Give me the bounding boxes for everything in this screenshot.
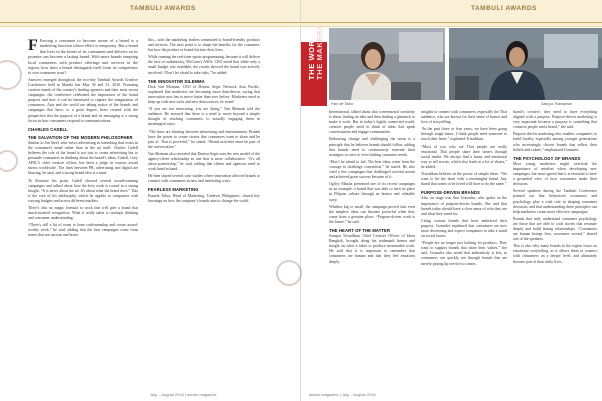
- body-paragraph: Embracing change and challenging the norm is a principle that he believes brands should follow, adding that brands need to continuously reinvent their strategies to cater to ever-shifting consumer needs.: [329, 137, 415, 157]
- body-paragraph: To illustrate his point, Cadell showed several award-winning campaigns and talked about how the best work is rooted in a strong insight: “It is never about the ad. It's about what the brand does.” This is the core of his philosophy, which he applies to companies with varying budgets and across different markets.: [28, 178, 138, 203]
- body-paragraph: While running the real-time sports programming, because it will deliver the face of authenticity, McCann’s ASIA, CEO noted that while only a small budget was available, the results showed the brand was actively involved. “Don’t be afraid to take risks,” he added.: [148, 55, 260, 75]
- right-series-title: TAMBULI AWARDS: [471, 5, 537, 12]
- speaker-photo-right: [449, 28, 602, 100]
- the-makers-label: THE MAKERS: [315, 24, 324, 80]
- section-heading: THE INNOVATOR DILEMMA: [148, 78, 205, 84]
- right-column-2: [421, 110, 507, 269]
- body-paragraph: “Don’t be afraid to fail. The best ideas come from the courage to challenge convention,” he stated. He also cited a few campaigns that challenged societal norms and achieved great success because of it.: [329, 159, 415, 180]
- body-paragraph: There's also no magic formula to work that will give a brand that much-awaited recognition. What it really takes is strategic thinking and consumer understanding.: [28, 206, 138, 221]
- body-paragraph: Answers emerged throughout the two-day Tambuli Awards Creative Conference held in Manila last May 30 and 31, 2016. Featuring creative minds of the country's leading agencies and their most recent campaigns, the conference celebrated the importance of the brand purpose and how it can be harnessed to capture the imagination of consumers. Asia and the world are taking notice of the brands and campaigns that have, to a great degree, been created with the perspective that the purpose of a brand and its messaging is a strong factor in how consumers respond to communications.: [28, 77, 138, 123]
- body-paragraph: Brands that truly understand consumer psychology are those that are able to craft stories that resonate deeply and build lasting relationships. “Consumers are human beings first, customers second,” shared one of the speakers.: [513, 216, 597, 242]
- section-heading: THE HEART OF THE MATTER: [329, 227, 391, 233]
- speaker-photo-right-image: [449, 28, 602, 100]
- body-paragraph: insights to connect with consumers, especially the Thai audience, who are known for their sense of humor and love of storytelling.: [421, 110, 507, 125]
- speaker-photo-left: [329, 28, 445, 100]
- lead-paragraph: F Forcing a consumer to become aware of a brand is a marketing function whose effect is temporary. But a brand that lives in the hearts of its consumers and delivers on its promise can become a lasting brand. With more brands tempting local consumers with product offerings and services in the region, how does a brand distinguish itself from its competitors to win consumer trust?: [28, 37, 138, 76]
- left-folio: July – August 2016 | adobo magazine: [150, 392, 217, 397]
- body-paragraph: Pamela Tabor, Head of Marketing, Unilever Philippines, shared key learnings on how the company’s brands aim to change the world.: [148, 193, 260, 203]
- section-subheading: THE SALVATION OF THE MODERN PHILOSOPHER: [28, 134, 133, 140]
- body-paragraph: This is also why many brands in the region focus on emotional storytelling, as it allows them to connect with consumers on a deeper level, and ultimately become part of their daily lives.: [513, 244, 597, 264]
- speaker-photo-left-image: [329, 28, 445, 100]
- page-number: 57: [303, 134, 309, 140]
- section-heading: PURPOSE-DRIVEN BRANDS: [421, 190, 480, 196]
- body-paragraph: Sompat Trisadikun, Chief Creative Officer of Ideas Bangkok, brought along his trademark humor and insight on what it takes to produce memorable work. He said that it is important to remember that consumers are human and that they feel emotions deeply.: [329, 234, 415, 264]
- body-paragraph: Similar to Jon Steel, who views advertising as something that exists in the consumer's mind rather than in the ad itself, Charles Cadell believes the role of the brand is not just to create advertising but to persuade consumers in thinking about the brand's ideas. Cadell, Grey APAC's chief creative officer, has been a judge in various award shows worldwide. The lines between PR, advertising and digital are blurring, he said, and a strong brand idea is a must.: [28, 140, 138, 176]
- left-header-rule: [0, 22, 300, 23]
- section-heading: THE PSYCHOLOGY OF BRANDS: [513, 155, 581, 161]
- body-paragraph: “In the past three or four years, we have been going through tough times. I think people need someone to touch their heart,” explained Trisadikun.: [421, 127, 507, 142]
- left-column-2: [148, 38, 260, 206]
- body-paragraph: Ogilvy Manila presented one of its recent campaigns as an example: a brand that was able to earn its place in Filipino culture through an honest and relatable story.: [329, 182, 415, 202]
- right-page: [301, 0, 602, 401]
- body-paragraph: Dick Van Motman, CEO of Dentsu Aegis Network Asia Pacific, explained that marketers are becoming more data-driven, saying that innovation now has to move faster than ever before. Marketers need to keep up with new tools and new data sources, he noted.: [148, 84, 260, 105]
- body-paragraph: this—with the marketing leaders committed to brand-friendly products and services. The next point is to shape the benefits for the consumer, but how the product or brand fits into their lives.: [148, 38, 260, 53]
- body-paragraph: Citing various brands that have embraced their purpose, Gonzales explained that consumers are now more discerning and expect companies to take a stand on social issues.: [421, 218, 507, 239]
- the-work-label: THE WORK: [307, 34, 316, 80]
- body-paragraph: “There's still a lot of room to hone craftsmanship and create award-worthy work,” he said, adding that the best campaigns come from teams that are curious and brave.: [28, 223, 138, 238]
- right-column-1: [329, 110, 415, 267]
- the-work-side-block: [301, 24, 327, 140]
- body-paragraph: Most young marketers might overlook the importance of mindset when developing new campaigns, but most agreed that it is essential to have a grounded view of how consumers make their decisions.: [513, 161, 597, 187]
- left-column-1: [28, 38, 138, 241]
- body-paragraph: Van Motman also revealed that Dentsu Aegis sees the new model of the agency-client relationship as one that is more collaborative. “It’s all about partnership,” he said, adding that clients and agencies need to work hand in hand.: [148, 151, 260, 172]
- coffee-stain-decoration: [276, 260, 302, 286]
- body-paragraph: “If you are not innovating, you are dying,” Van Motman told the audience. He stressed that there is a need to move beyond a simple thought of reaching consumers to actually engaging them in meaningful ways.: [148, 107, 260, 127]
- body-paragraph: Several speakers during the Tambuli Conference pointed out that behavioral economics and psychology play a vital role in shaping consumer decisions, and that understanding these principles can help marketers create more effective campaigns.: [513, 189, 597, 214]
- body-paragraph: “Most of you who are Thai people are really emotional. Thai people share their stories through social media. We always find a funny and emotional way to tell stories, which also leads to a lot of shares,” he added.: [421, 144, 507, 169]
- body-paragraph: “The lines are blurring between advertising and entertainment. Brands have the power to create stories that consumers want to share and be part of. That is powerful,” he stated. “Brand activities must be part of the conversation.”: [148, 129, 260, 149]
- left-series-title: TAMBULI AWARDS: [130, 5, 196, 12]
- body-paragraph: Purpose-driven marketing also enables companies to build loyalty, especially among younger generations who increasingly choose brands that reflect their beliefs and values,” emphasized Gonzales.: [513, 132, 597, 152]
- page-number: 58: [315, 134, 321, 140]
- drop-cap: F: [28, 37, 38, 54]
- body-paragraph: Whether big or small, the campaign proved that even the simplest ideas can become powerful when they come from a genuine place. “Purpose-driven work is the future,” he said.: [329, 204, 415, 224]
- right-header-rule: [301, 22, 602, 23]
- section-heading: FEARLESS MARKETING: [148, 187, 199, 193]
- photo-caption-right: Sakuya Thanaphan: [541, 102, 573, 106]
- body-paragraph: Also on stage was Ana Gonzales, who spoke on the importance of purpose-driven brands. She said that brands today should have a clear sense of who they are and what they stand for.: [421, 196, 507, 216]
- section-heading: CHARLES CADELL: [28, 126, 68, 132]
- right-folio: adobo magazine | July – August 2016: [309, 392, 376, 397]
- body-paragraph: Trisadikun believes in the power of simple ideas. “We want to hit the heart with a meaningful brand. Any brand that wants to be loved will have to do the same.”: [421, 172, 507, 187]
- body-paragraph: “People are no longer just looking for products. They want to support brands that share their values,” she said. Gonzales also noted that authenticity is key, as consumers can quickly see through brands that are merely paying lip service to causes.: [421, 241, 507, 266]
- body-paragraph: He then shared several case studies where innovation allowed brands to connect with consumers in new and interesting ways.: [148, 174, 260, 184]
- body-paragraph: International, talked about that conventional creativity is about finding an idea and then finding a gimmick to make it work. But in today’s highly connected world, creative people need to think of ideas that spark conversations and engage communities.: [329, 110, 415, 135]
- body-paragraph: brand’s creative, they need to have everything aligned with a purpose. Purpose-driven marketing is very important because a purpose is something that connects people and a brand,” she said.: [513, 110, 597, 130]
- photo-caption-left: Pam de Tabor: [331, 102, 354, 106]
- right-column-3: [513, 110, 597, 267]
